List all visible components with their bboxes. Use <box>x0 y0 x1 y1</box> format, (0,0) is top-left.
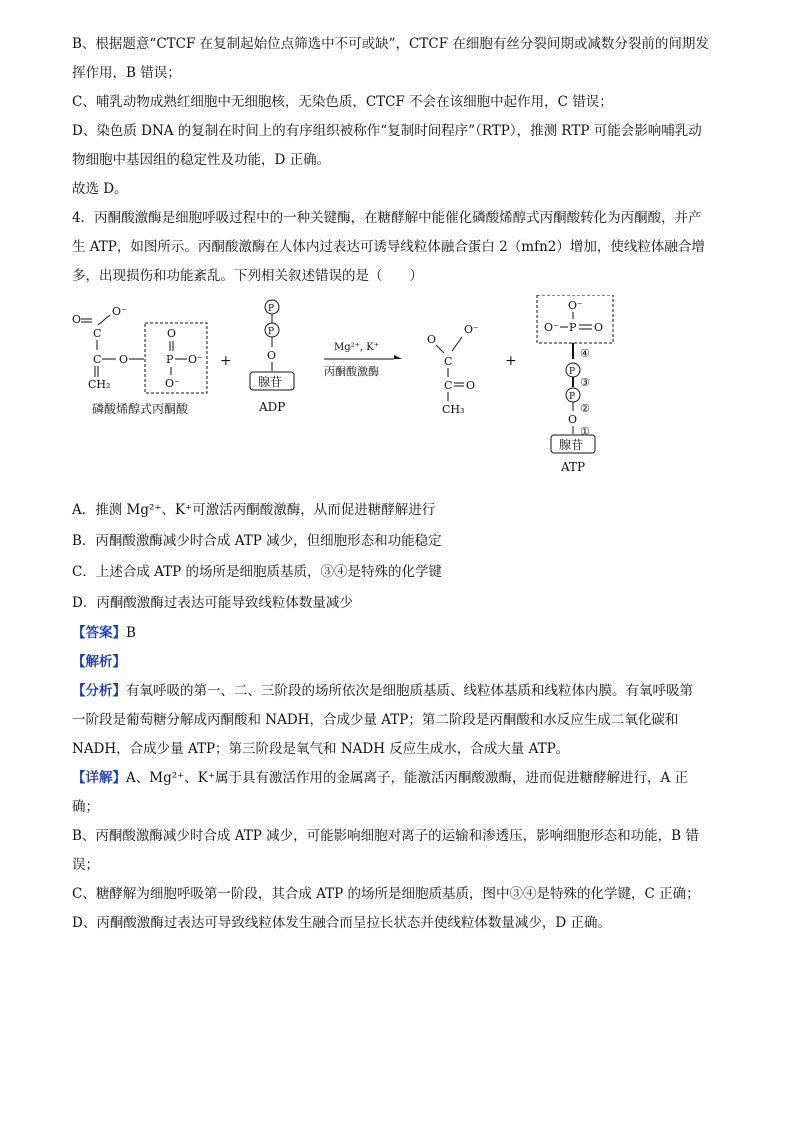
pyr-c1: C <box>444 355 453 368</box>
pep-label: 磷酸烯醇式丙酮酸 <box>92 402 189 416</box>
adp-adenosine: 腺苷 <box>258 375 283 389</box>
atp-o-minus-top: O⁻ <box>568 299 583 312</box>
question-stem-line: 4．丙酮酸激酶是细胞呼吸过程中的一种关键酶，在糖酵解中能催化磷酸烯醇式丙酮酸转化为丙酮酸，并产 <box>72 210 702 226</box>
adp-label: ADP <box>259 400 286 414</box>
question-stem-line: 多，出现损伤和功能紊乱。下列相关叙述错误的是（ ） <box>72 268 423 284</box>
bond-mark-2: ② <box>580 402 590 415</box>
cofactors-label: Mg²⁺, K⁺ <box>334 342 380 353</box>
xiangjie-line: D、丙酮酸激酶过表达可导致线粒体发生融合而呈拉长状态并使线粒体数量减少，D 正确。 <box>72 915 611 931</box>
pep-c1: C <box>93 327 102 340</box>
option-b: B．丙酮酸激酶减少时合成 ATP 减少，但细胞形态和功能稳定 <box>72 533 442 549</box>
xiangjie-line: 确； <box>72 799 99 815</box>
pyr-o: O <box>427 333 437 346</box>
document-page <box>72 30 722 938</box>
text-line: D、染色质 DNA 的复制在时间上的有序组织被称作“复制时间程序”（RTP），推测 RTP 可能会影响哺乳动 <box>72 123 702 139</box>
adp-p2: P <box>268 327 275 337</box>
option-d: D．丙酮酸激酶过表达可能导致线粒体数量减少 <box>72 595 353 611</box>
xiangjie-line: 误； <box>72 857 99 873</box>
plus-sign-2: + <box>505 353 517 369</box>
pep-o-link: O <box>119 353 129 366</box>
xiangjie-tag: 【详解】 <box>72 770 126 786</box>
xiangjie-line: C、糖酵解为细胞呼吸第一阶段，其合成 ATP 的场所是细胞质基质，图中③④是特殊的化学键，C 正确； <box>72 886 700 902</box>
fenxi-line: NADH，合成少量 ATP；第三阶段是氧气和 NADH 反应生成水，合成大量 ATP。 <box>72 741 570 757</box>
xiangjie-line: B、丙酮酸激酶减少时合成 ATP 减少，可能影响细胞对离子的运输和渗透压，影响细胞形态和功能，B 错 <box>72 828 699 844</box>
enzyme-label: 丙酮酸激酶 <box>324 365 379 378</box>
fenxi-tag: 【分析】 <box>72 683 126 699</box>
question-stem-line: 生 ATP，如图所示。丙酮酸激酶在人体内过表达可诱导线粒体融合蛋白 2（mfn2）增加，使线粒体融合增 <box>72 239 705 255</box>
text-line: C、哺乳动物成熟红细胞中无细胞核，无染色质，CTCF 不会在该细胞中起作用，C 错误； <box>72 94 613 110</box>
option-c: C．上述合成 ATP 的场所是细胞质基质，③④是特殊的化学键 <box>72 564 443 580</box>
atp-adenosine: 腺苷 <box>559 438 584 452</box>
text-line: 挥作用，B 错误； <box>72 65 181 81</box>
analysis-tag: 【解析】 <box>72 654 126 670</box>
answer-value: B <box>126 625 136 641</box>
xiangjie-text: A、Mg²⁺、K⁺属于具有激活作用的金属离子，能激活丙酮酸激酶，进而促进糖酵解进行，A 正 <box>126 770 689 786</box>
pep-p: P <box>166 353 174 366</box>
pyr-ch3: CH₃ <box>442 403 465 416</box>
atp-o-right: O <box>594 321 604 334</box>
option-a: A．推测 Mg²⁺、K⁺可激活丙酮酸激酶，从而促进糖酵解进行 <box>72 502 436 518</box>
adp-molecule <box>250 300 294 414</box>
pyr-o2: O <box>466 379 476 392</box>
reaction-arrow <box>324 342 402 378</box>
bond-mark-3: ③ <box>580 376 590 389</box>
fenxi-line <box>72 677 722 706</box>
plus-sign: + <box>220 353 232 369</box>
atp-label: ATP <box>561 460 586 474</box>
bond-mark-1: ① <box>580 425 590 438</box>
atp-p-gamma: P <box>569 321 577 334</box>
text-line: B、根据题意“CTCF 在复制起始位点筛选中不可或缺”，CTCF 在细胞有丝分裂间期或减数分裂前的间期发 <box>72 36 709 52</box>
fenxi-text: 有氧呼吸的第一、二、三阶段的场所依次是细胞质基质、线粒体基质和线粒体内膜。有氧呼吸第 <box>126 683 693 699</box>
pep-molecule <box>72 305 207 416</box>
xiangjie-line <box>72 764 722 793</box>
atp-molecule <box>537 295 613 474</box>
text-line: 故选 D。 <box>72 181 128 197</box>
atp-p-beta: P <box>569 367 576 377</box>
answer-tag: 【答案】 <box>72 625 126 641</box>
pep-c2: C <box>93 353 102 366</box>
pep-o-minus: O⁻ <box>112 305 127 318</box>
pep-o-top: O <box>72 313 82 326</box>
reaction-figure <box>72 295 722 495</box>
atp-o-minus-left: O⁻ <box>544 321 559 334</box>
atp-o: O <box>568 413 578 426</box>
pep-ch2: CH₂ <box>88 378 111 391</box>
fenxi-line: 一阶段是葡萄糖分解成丙酮酸和 NADH，合成少量 ATP；第二阶段是丙酮酸和水反应生成二氧化碳和 <box>72 712 679 728</box>
pyr-c2: C <box>444 379 453 392</box>
pyruvate-molecule <box>427 323 479 416</box>
reaction-diagram <box>72 295 722 495</box>
analysis-heading <box>72 648 722 677</box>
pep-o-minus-r: O⁻ <box>188 353 203 366</box>
pyr-o-minus: O⁻ <box>464 323 479 336</box>
atp-p-alpha: P <box>569 392 576 402</box>
bond-mark-4: ④ <box>580 347 590 360</box>
pep-o-minus-b: O⁻ <box>165 377 180 390</box>
text-line: 物细胞中基因组的稳定性及功能，D 正确。 <box>72 152 331 168</box>
pep-o-p: O <box>167 327 177 340</box>
answer-line <box>72 619 722 648</box>
adp-o: O <box>267 349 277 362</box>
adp-p1: P <box>268 304 275 314</box>
